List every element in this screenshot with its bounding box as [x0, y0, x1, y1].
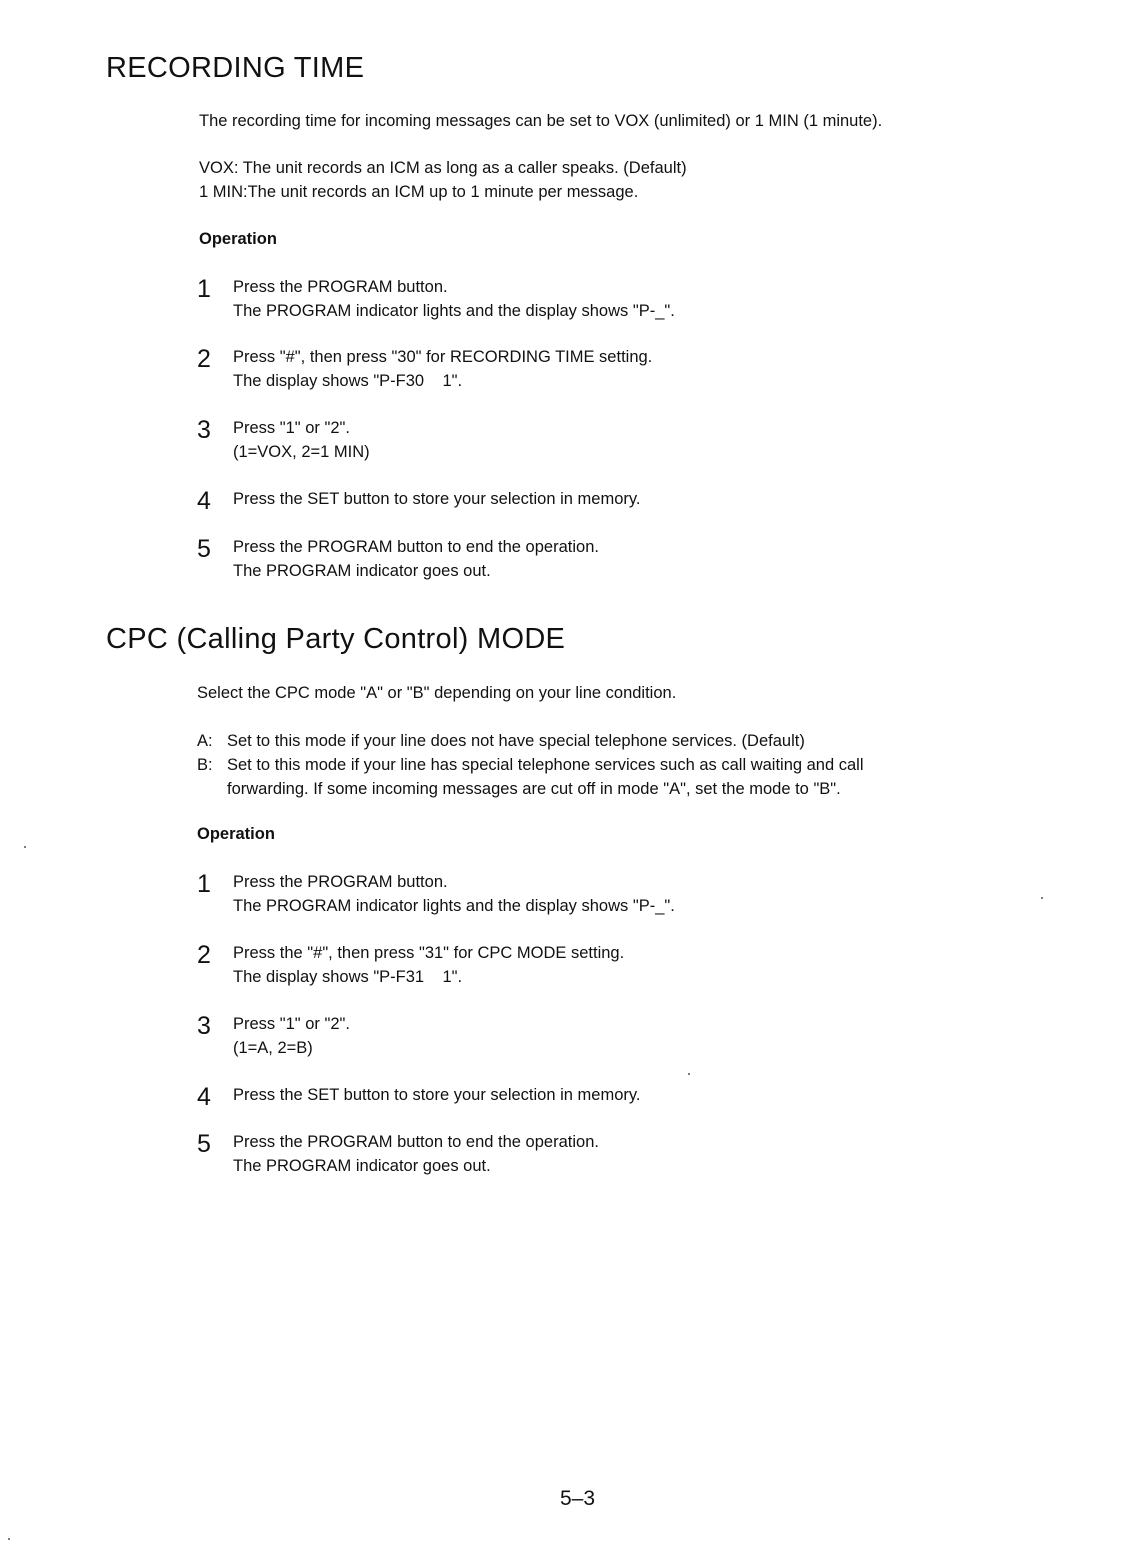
- operation-label: Operation: [199, 230, 277, 248]
- mode-b-definition: [197, 753, 864, 777]
- definition-key: A:: [197, 732, 213, 750]
- step-line: Press the SET button to store your selection in memory.: [233, 490, 641, 508]
- step-line: The PROGRAM indicator goes out.: [233, 562, 491, 580]
- step-line: Press the SET button to store your selection in memory.: [233, 1086, 641, 1104]
- recording-time-intro: The recording time for incoming messages can be set to VOX (unlimited) or 1 MIN (1 minute).: [199, 112, 883, 130]
- one-min-definition: 1 MIN:The unit records an ICM up to 1 minute per message.: [199, 183, 639, 201]
- step-text: [233, 1083, 641, 1107]
- step-line: The display shows "P-F30 1".: [233, 372, 463, 390]
- step-number: 4: [197, 1083, 211, 1111]
- scan-speck: [24, 846, 26, 848]
- definition-key: B:: [197, 756, 213, 774]
- step-line: The PROGRAM indicator lights and the display shows "P-_".: [233, 302, 675, 320]
- step-text: [233, 535, 599, 583]
- step-text: [233, 1130, 599, 1178]
- step-line: Press the PROGRAM button.: [233, 278, 448, 296]
- vox-definition: VOX: The unit records an ICM as long as a caller speaks. (Default): [199, 159, 687, 177]
- step-line: Press "1" or "2".: [233, 419, 350, 437]
- step-text: [233, 487, 641, 511]
- step-line: Press "#", then press "30" for RECORDING TIME setting.: [233, 348, 653, 366]
- step-line: The PROGRAM indicator lights and the display shows "P-_".: [233, 897, 675, 915]
- step-text: [233, 870, 675, 918]
- step-text: [233, 345, 652, 393]
- page-number: 5–3: [560, 1487, 596, 1510]
- step-number: 2: [197, 345, 211, 373]
- definition-text: forwarding. If some incoming messages are cut off in mode "A", set the mode to "B".: [227, 780, 841, 798]
- mode-a-definition: [197, 729, 805, 753]
- step-text: [233, 941, 624, 989]
- step-number: 1: [197, 870, 211, 898]
- step-number: 5: [197, 535, 211, 563]
- step-line: (1=VOX, 2=1 MIN): [233, 443, 370, 461]
- step-text: [233, 275, 675, 323]
- step-line: The PROGRAM indicator goes out.: [233, 1157, 491, 1175]
- step-line: Press the "#", then press "31" for CPC MODE setting.: [233, 944, 625, 962]
- step-number: 5: [197, 1130, 211, 1158]
- step-line: Press the PROGRAM button.: [233, 873, 448, 891]
- mode-b-definition-continued: [197, 777, 841, 801]
- step-text: [233, 416, 370, 464]
- cpc-mode-heading: CPC (Calling Party Control) MODE: [106, 623, 566, 655]
- definition-text: Set to this mode if your line has special telephone services such as call waiting and call: [227, 756, 864, 774]
- step-line: Press the PROGRAM button to end the operation.: [233, 1133, 599, 1151]
- definition-text: Set to this mode if your line does not have special telephone services. (Default): [227, 732, 805, 750]
- step-line: The display shows "P-F31 1".: [233, 968, 463, 986]
- step-number: 1: [197, 275, 211, 303]
- scan-speck: [8, 1538, 10, 1540]
- step-line: Press the PROGRAM button to end the operation.: [233, 538, 599, 556]
- step-line: (1=A, 2=B): [233, 1039, 313, 1057]
- step-line: Press "1" or "2".: [233, 1015, 350, 1033]
- step-number: 3: [197, 1012, 211, 1040]
- cpc-intro: Select the CPC mode "A" or "B" depending on your line condition.: [197, 684, 677, 702]
- scan-speck: [1041, 897, 1043, 899]
- step-number: 2: [197, 941, 211, 969]
- scan-speck: [688, 1073, 690, 1075]
- step-number: 4: [197, 487, 211, 515]
- operation-label: Operation: [197, 825, 275, 843]
- step-text: [233, 1012, 350, 1060]
- recording-time-heading: RECORDING TIME: [106, 52, 365, 84]
- step-number: 3: [197, 416, 211, 444]
